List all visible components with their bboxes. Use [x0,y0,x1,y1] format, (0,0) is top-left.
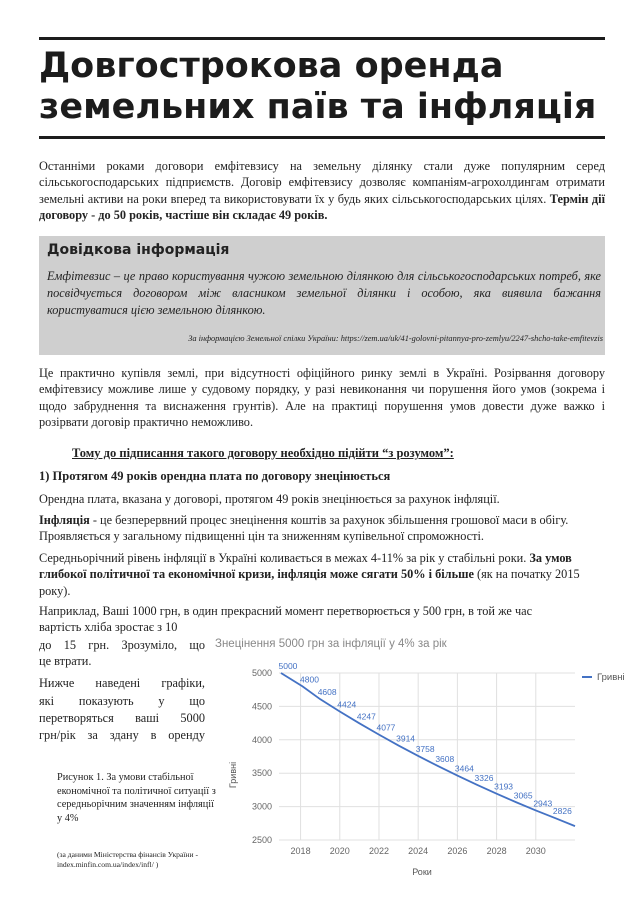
reference-definition: Емфітевзис – це право користування чужою земельною ділянкою для сільськогосподарських потреб, яке посвідчується договором між власником земельної ділянки і особою, яка виявила бажання користуватися цією земельною ділянкою. [47,269,601,317]
inflation-term: Інфляція [39,513,90,527]
chart-data-label: 2943 [533,798,553,809]
reference-source: За інформацією Земельної спілки України: https://zem.ua/uk/41-golovni-pitannya-pro-zemlyu/2247-shcho-take-emfitevzis [188,334,603,343]
chart-data-label: 4247 [356,711,376,722]
graphs-line-3: перетворяться ваші 5000 [39,711,205,725]
chart-y-axis-label: Гривні [228,761,238,789]
chart-x-tick-label: 2020 [329,846,350,856]
chart-point-labels [278,661,572,816]
intro-bold-text: Термін дії договору - до 50 років, частіше він складає 49 років. [39,191,605,222]
chart-data-label: 3608 [435,753,455,764]
chart-x-tick-label: 2018 [290,846,311,856]
chart-data-label: 3758 [415,743,435,754]
chart-y-tick-label: 4500 [251,701,272,712]
figure-caption: Рисунок 1. За умови стабільної економічної та політичної ситуації з середньорічним значенням інфляції у 4% [57,772,216,824]
graphs-line-2: які показують у що [39,694,205,708]
chart-y-tick-label: 2500 [251,835,272,845]
paragraph-practice: Це практично купівля землі, при відсутності офіційного ринку землі в Україні. Розірвання договору емфітевзису можливе лише у судовому порядку, у разі невиконання чи порушення його умов (зокрема і щодо забруднення та виснаження грунтів). Але на практиці порушення умов довести дуже важко і розірвати договір практично неможливо. [39,366,605,429]
inflation-definition-text: - це безперервний процес знецінення коштів за рахунок збільшення грошової маси в обігу. Проявляється у загальному підвищенні цін та зниженням купівельної спроможності. [39,513,569,544]
chart-data-label: 4424 [337,699,357,710]
chart-x-tick-label: 2024 [408,846,429,856]
chart-data-label: 4800 [300,674,319,685]
chart-data-label: 5000 [278,661,298,671]
chart-data-label: 4608 [317,687,337,698]
chart-x-tick-label: 2022 [368,846,389,856]
figure-caption-source: (за даними Міністерства фінансів України - index.minfin.com.ua/index/infl/ ) [57,850,198,869]
chart-y-tick-label: 3500 [251,768,272,779]
example-line-2: вартість хліба зростає з 10 [39,620,178,634]
chart-data-label: 3193 [494,781,514,792]
chart-x-tick-label: 2030 [525,846,546,856]
chart-data-label: 3464 [454,763,474,774]
graphs-line-4: грн/рік за здану в оренду [39,728,205,742]
chart-tick-labels [252,668,546,856]
inflation-crisis-tail: (як на початку 2015 року). [39,567,580,598]
chart-x-axis-label: Роки [412,867,432,877]
paragraph-rent-devaluation: Орендна плата, вказана у договорі, протягом 49 років знецінюється за рахунок інфляції. [39,492,500,506]
inflation-level-text: Середньорічний рівень інфляції в Україні коливається в межах 4-11% за рік у стабільні роки. [39,551,530,565]
chart-y-tick-label: 3000 [251,801,272,812]
inflation-crisis-text: За умов глибокої політичної та економічної кризи, інфляція може сягати 50% і більше [39,551,572,582]
section-heading: Тому до підписання такого договору необхідно підійти “з розумом”: [72,446,454,460]
chart-x-tick-label: 2026 [447,846,468,856]
example-line-1: Наприклад, Ваші 1000 грн, в один прекрасний момент перетворюється у 500 грн, в той же час [39,604,533,618]
chart-grid [279,673,575,840]
example-line-4: це втрати. [39,654,92,668]
chart-y-tick-label: 4000 [251,734,272,745]
example-line-3: до 15 грн. Зрозуміло, що [39,638,205,652]
page-title-line-1: Довгострокова оренда [39,46,504,86]
chart-data-label: 4077 [376,722,396,733]
chart-data-label: 3326 [474,772,494,783]
legend-label: Гривні [597,672,625,683]
page-title-line-2: земельних паїв та інфляція [39,87,597,127]
reference-heading: Довідкова інформація [47,242,230,258]
chart-y-tick-label: 5000 [251,668,272,678]
point-1-heading: 1) Протягом 49 років орендна плата по договору знецінюється [39,469,391,483]
intro-text: Останніми роками договори емфітевзису на земельну ділянку стали дуже популярним серед сільськогосподарських підприємств. Договір емфітевзису дозволяє компаніям-агрохолдингам отримати земельні активи на роки вперед та використовувати їх у будь яких сільськогосподарських цілях. [39,159,605,206]
graphs-line-1: Нижче наведені графіки, [39,676,205,690]
chart-data-label: 2826 [552,806,572,817]
chart-data-label: 3065 [513,790,533,801]
chart-x-tick-label: 2028 [486,846,507,856]
chart-legend [582,672,625,683]
chart-data-label: 3914 [396,733,416,744]
chart-title: Знецінення 5000 грн за інфляції у 4% за рік [215,638,447,650]
